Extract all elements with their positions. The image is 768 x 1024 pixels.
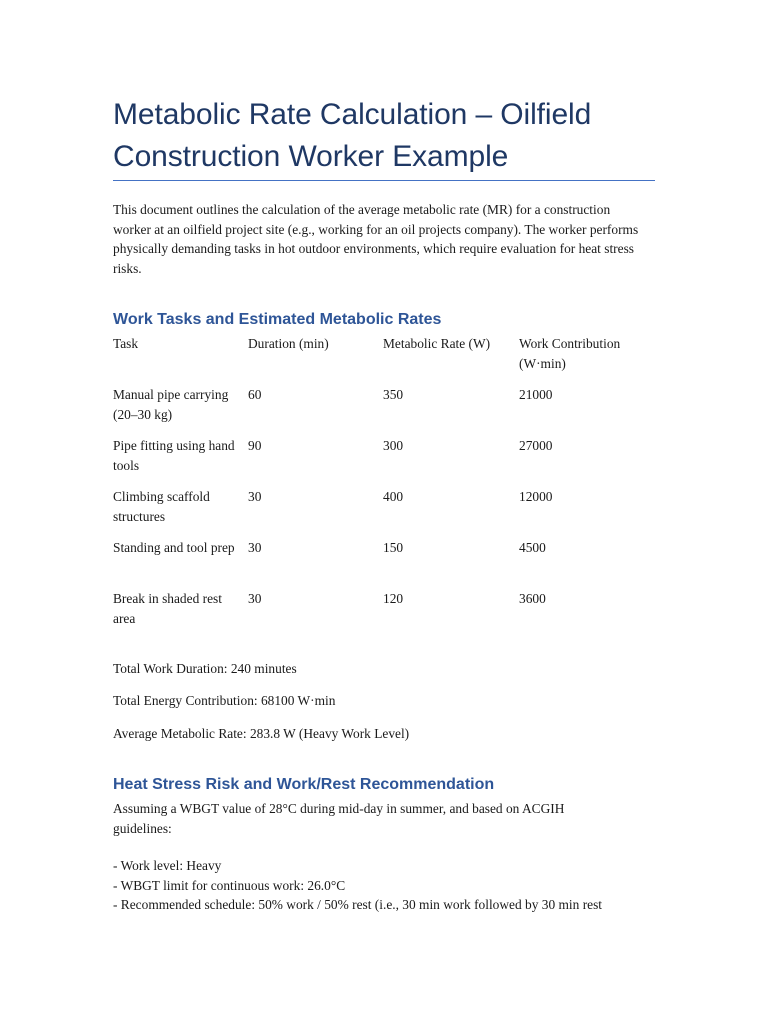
- rate-cell: 350: [383, 387, 404, 402]
- title-underline: [113, 180, 655, 181]
- duration-cell: 30: [248, 591, 262, 606]
- table-row: [113, 385, 653, 436]
- table-row: [113, 436, 653, 487]
- total-energy-line: Total Energy Contribution: 68100 W·min: [113, 693, 336, 708]
- task-name-cell: Climbing scaffold structures: [113, 489, 210, 524]
- list-item: - Recommended schedule: 50% work / 50% rest (i.e., 30 min work followed by 30 min rest: [113, 897, 603, 912]
- intro-paragraph: This document outlines the calculation of the average metabolic rate (MR) for a construction worker at an oilfield project site (e.g., working for an oil projects company). The worker performs physically demanding tasks in hot outdoor environments, which require evaluation for heat stress risks.: [113, 202, 639, 276]
- column-header-rate: Metabolic Rate (W): [383, 336, 491, 351]
- column-header-duration: Duration (min): [248, 336, 329, 351]
- table-row: [113, 487, 653, 538]
- list-item: - Work level: Heavy: [113, 858, 222, 873]
- table-row: [113, 538, 653, 589]
- task-name-cell: Manual pipe carrying (20–30 kg): [113, 387, 229, 422]
- rate-cell: 150: [383, 540, 404, 555]
- task-name-cell: Standing and tool prep: [113, 540, 235, 555]
- tasks-heading: Work Tasks and Estimated Metabolic Rates: [113, 311, 442, 328]
- rate-cell: 400: [383, 489, 404, 504]
- heat-stress-heading: Heat Stress Risk and Work/Rest Recommendation: [113, 776, 495, 793]
- task-name-cell: Break in shaded rest area: [113, 591, 222, 626]
- contribution-cell: 4500: [519, 540, 546, 555]
- duration-cell: 60: [248, 387, 262, 402]
- average-rate-line: Average Metabolic Rate: 283.8 W (Heavy Work Level): [113, 726, 410, 741]
- rate-cell: 300: [383, 438, 404, 453]
- document-title: Metabolic Rate Calculation – Oilfield Construction Worker Example: [113, 98, 592, 173]
- duration-cell: 30: [248, 489, 262, 504]
- assumption-paragraph: Assuming a WBGT value of 28°C during mid-day in summer, and based on ACGIH guidelines:: [113, 801, 565, 836]
- list-item: - WBGT limit for continuous work: 26.0°C: [113, 877, 346, 893]
- task-table: [113, 334, 653, 640]
- column-header-task: Task: [113, 336, 139, 351]
- table-header-row: [113, 334, 653, 385]
- duration-cell: 30: [248, 540, 262, 555]
- task-name-cell: Pipe fitting using hand tools: [113, 438, 235, 473]
- table-row: [113, 589, 653, 640]
- contribution-cell: 21000: [519, 387, 553, 402]
- column-header-contribution: Work Contribution (W·min): [519, 336, 621, 371]
- contribution-cell: 3600: [519, 591, 546, 606]
- contribution-cell: 12000: [519, 489, 553, 504]
- duration-cell: 90: [248, 438, 262, 453]
- total-duration-line: Total Work Duration: 240 minutes: [113, 661, 297, 676]
- contribution-cell: 27000: [519, 438, 553, 453]
- rate-cell: 120: [383, 591, 404, 606]
- recommendation-list: [113, 856, 673, 915]
